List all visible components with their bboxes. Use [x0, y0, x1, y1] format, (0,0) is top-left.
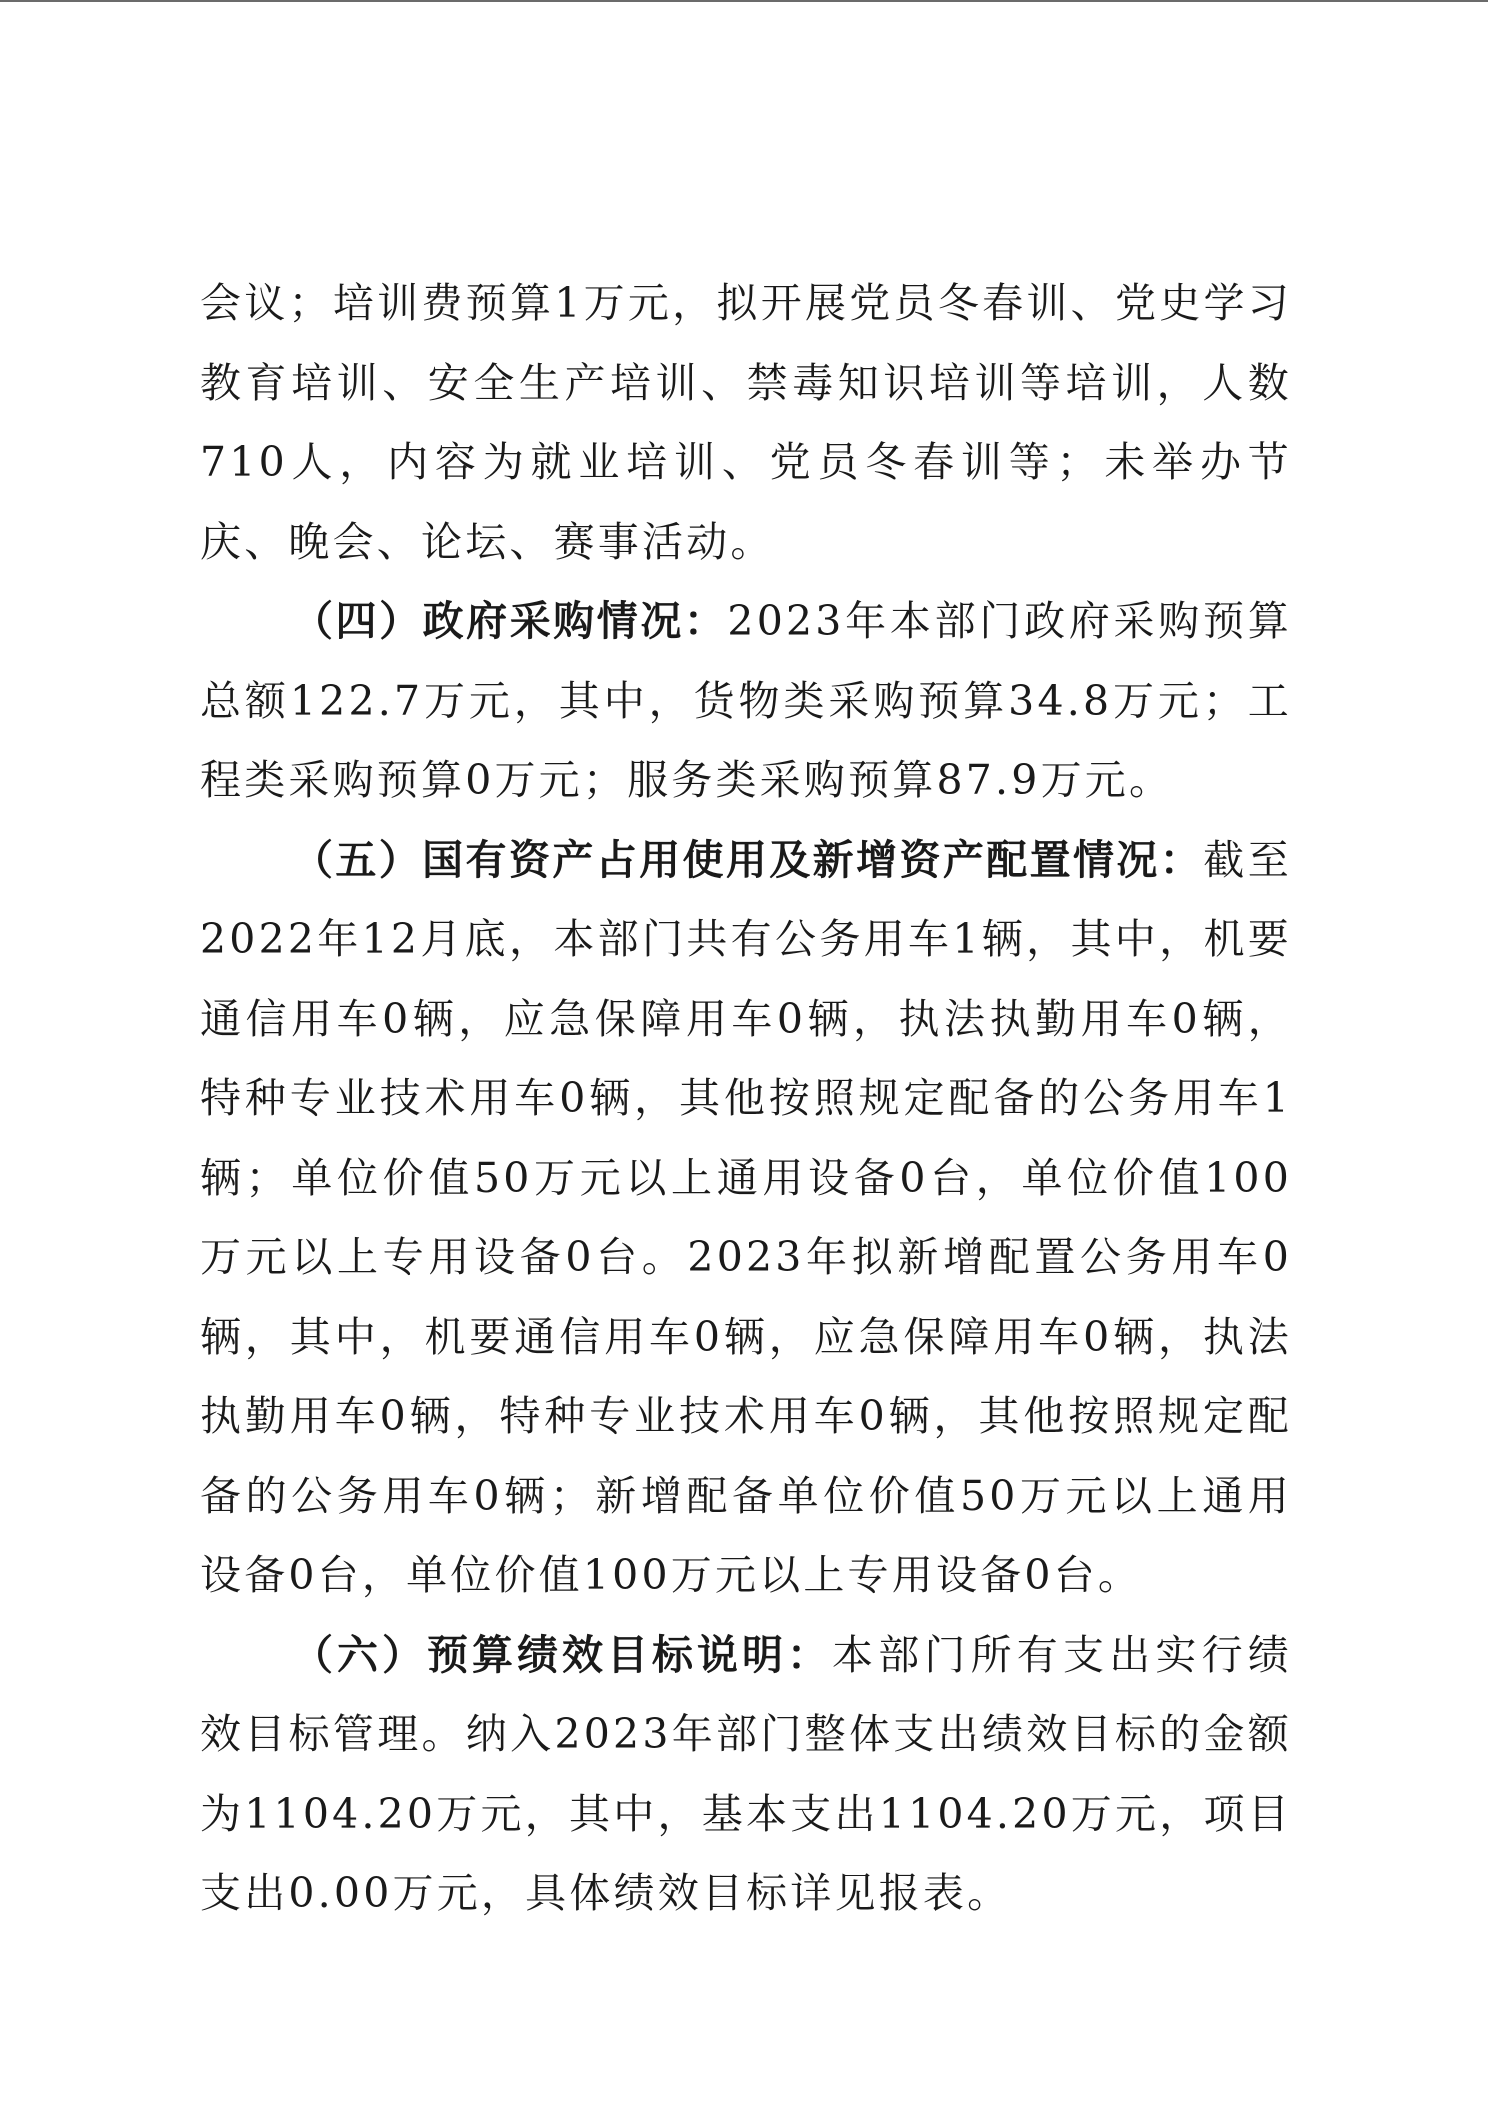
- paragraph-text: 2023年本部门政府采购预算总额122.7万元，其中，货物类采购预算34.8万元；工程类采购预算0万元；服务类采购预算87.9万元。: [200, 597, 1292, 804]
- document-body: [200, 264, 1292, 1934]
- paragraph-government-procurement: [200, 582, 1292, 821]
- paragraph-performance-goals: [200, 1616, 1292, 1934]
- paragraph-text: 会议；培训费预算1万元，拟开展党员冬春训、党史学习教育培训、安全生产培训、禁毒知识培训等培训，人数710人，内容为就业培训、党员冬春训等；未举办节庆、晚会、论坛、赛事活动。: [200, 279, 1292, 566]
- paragraph-state-assets: [200, 821, 1292, 1616]
- section-heading-performance: （六）预算绩效目标说明：: [292, 1630, 832, 1679]
- paragraph-text: 本部门所有支出实行绩效目标管理。纳入2023年部门整体支出绩效目标的金额为1104.20万元，其中，基本支出1104.20万元，项目支出0.00万元，具体绩效目标详见报表。: [200, 1630, 1292, 1917]
- section-heading-assets: （五）国有资产占用使用及新增资产配置情况：: [292, 835, 1204, 884]
- paragraph-meeting-training: [200, 264, 1292, 582]
- paragraph-text: 截至2022年12月底，本部门共有公务用车1辆，其中，机要通信用车0辆，应急保障用车0辆，执法执勤用车0辆，特种专业技术用车0辆，其他按照规定配备的公务用车1辆；单位价值50万元以上通用设备0台，单位价值100万元以上专用设备0台。2023年拟新增配置公务用车0辆，其中，机要通信用车0辆，应急保障用车0辆，执法执勤用车0辆，特种专业技术用车0辆，其他按照规定配备的公务用车0辆；新增配备单位价值50万元以上通用设备0台，单位价值100万元以上专用设备0台。: [200, 835, 1292, 1599]
- section-heading-procurement: （四）政府采购情况：: [292, 597, 728, 645]
